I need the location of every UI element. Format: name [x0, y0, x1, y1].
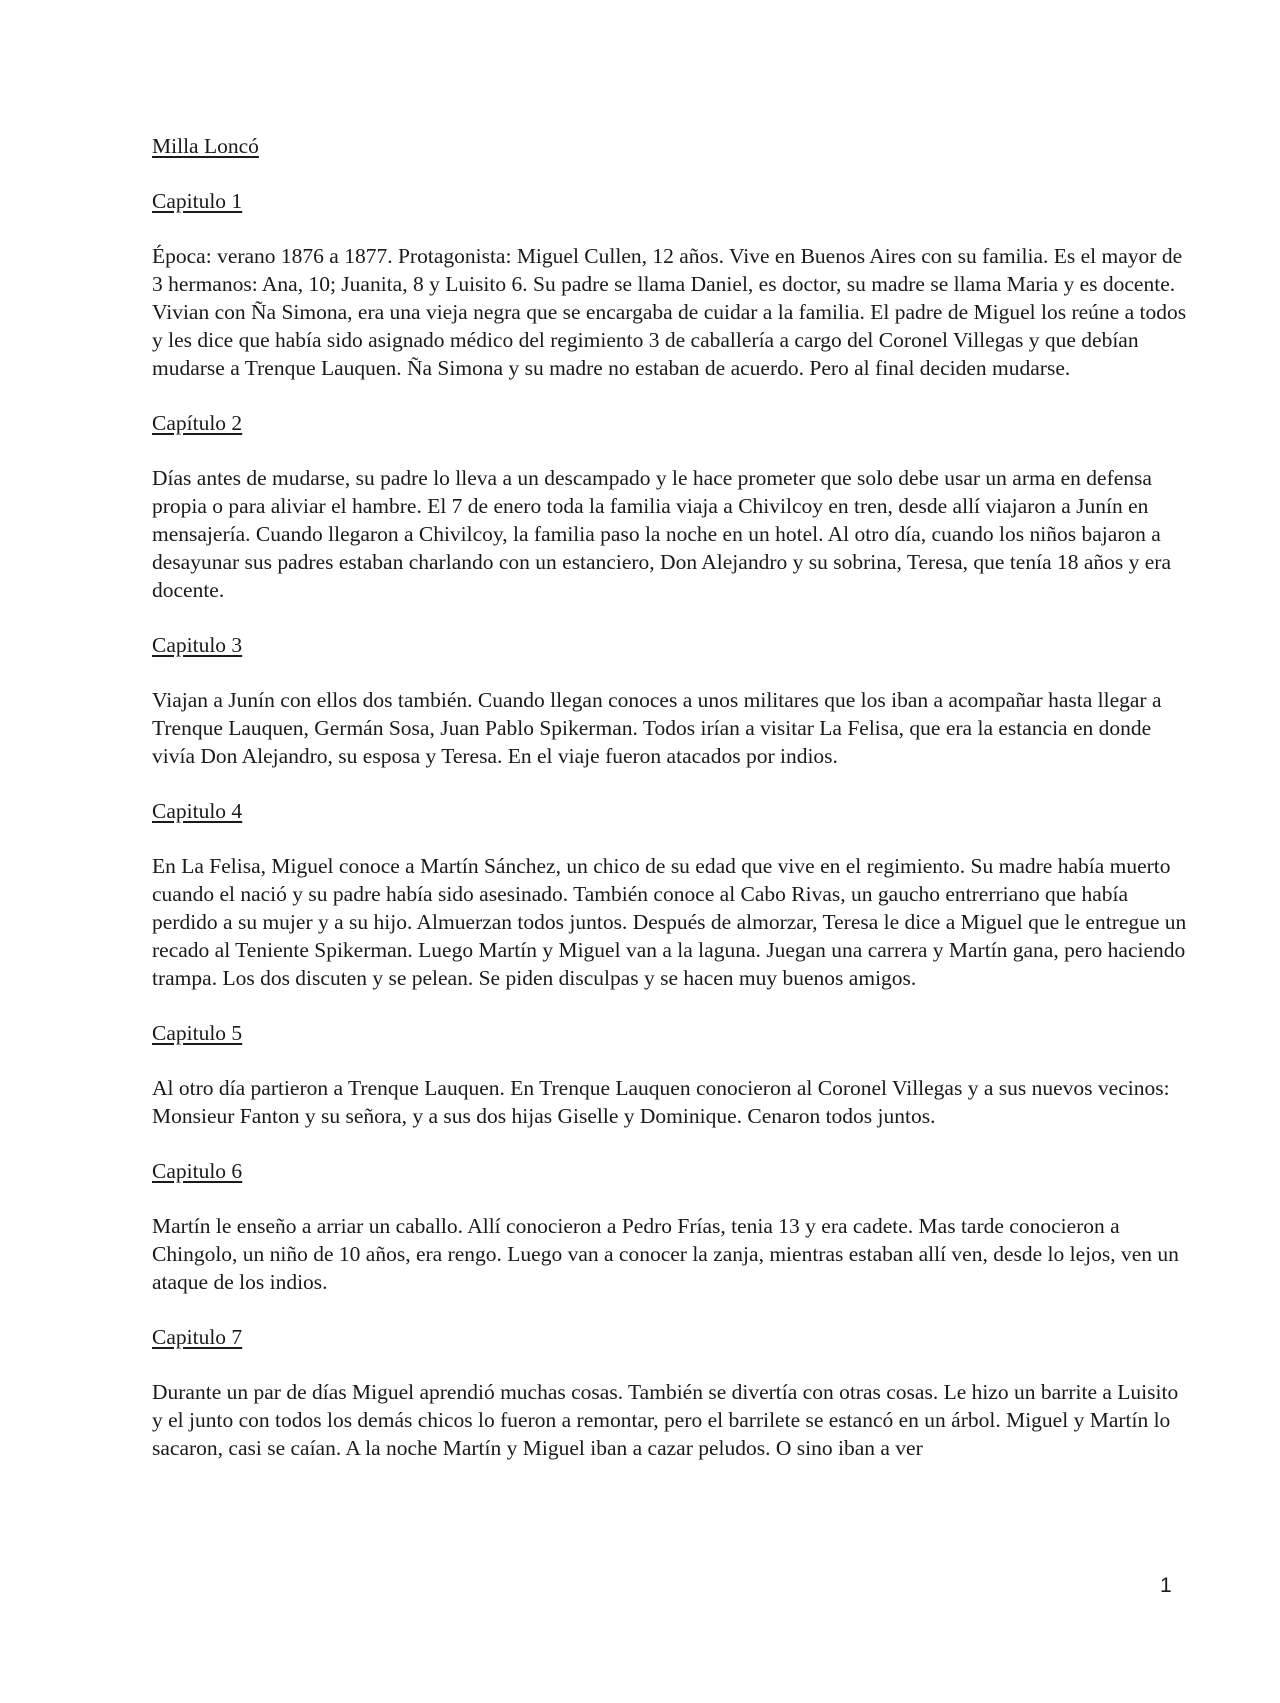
document-page [152, 132, 1192, 1489]
chapter-section [152, 1323, 1192, 1462]
chapter-section [152, 409, 1192, 604]
chapter-paragraph: En La Felisa, Miguel conoce a Martín Sánchez, un chico de su edad que vive en el regimiento. Su madre había muerto cuando el nació y su padre había sido asesinado. También conoce al Cabo Rivas, un gaucho entrerriano que había perdido a su mujer y a su hijo. Almuerzan todos juntos. Después de almorzar, Teresa le dice a Miguel que le entregue un recado al Teniente Spikerman. Luego Martín y Miguel van a la laguna. Juegan una carrera y Martín gana, pero haciendo trampa. Los dos discuten y se pelean. Se piden disculpas y se hacen muy buenos amigos. [152, 854, 1187, 990]
chapter-section [152, 1019, 1192, 1130]
chapter-heading: Capitulo 7 [152, 1325, 243, 1349]
chapter-paragraph: Época: verano 1876 a 1877. Protagonista: Miguel Cullen, 12 años. Vive en Buenos Aires con su familia. Es el mayor de 3 hermanos: Ana, 10; Juanita, 8 y Luisito 6. Su padre se llama Daniel, es doctor, su madre se llama Maria y es docente. Vivian con Ña Simona, era una vieja negra que se encargaba de cuidar a la familia. El padre de Miguel los reúne a todos y les dice que había sido asignado médico del regimiento 3 de caballería a cargo del Coronel Villegas y que debían mudarse a Trenque Lauquen. Ña Simona y su madre no estaban de acuerdo. Pero al final deciden mudarse. [152, 244, 1187, 380]
chapter-section [152, 187, 1192, 382]
page-number: 1 [1160, 1574, 1172, 1597]
chapter-section [152, 631, 1192, 770]
chapter-section [152, 797, 1192, 992]
chapter-paragraph: Días antes de mudarse, su padre lo lleva a un descampado y le hace prometer que solo debe usar un arma en defensa propia o para aliviar el hambre. El 7 de enero toda la familia viaja a Chivilcoy en tren, desde allí viajaron a Junín en mensajería. Cuando llegaron a Chivilcoy, la familia paso la noche en un hotel. Al otro día, cuando los niños bajaron a desayunar sus padres estaban charlando con un estanciero, Don Alejandro y su sobrina, Teresa, que tenía 18 años y era docente. [152, 466, 1172, 602]
chapter-paragraph: Martín le enseño a arriar un caballo. Allí conocieron a Pedro Frías, tenia 13 y era cadete. Mas tarde conocieron a Chingolo, un niño de 10 años, era rengo. Luego van a conocer la zanja, mientras estaban allí ven, desde lo lejos, ven un ataque de los indios. [152, 1214, 1179, 1294]
chapter-heading: Capítulo 2 [152, 411, 243, 435]
chapter-heading: Capitulo 1 [152, 189, 243, 213]
document-title: Milla Loncó [152, 134, 259, 158]
chapter-paragraph: Durante un par de días Miguel aprendió muchas cosas. También se divertía con otras cosas. Le hizo un barrite a Luisito y el junto con todos los demás chicos lo fueron a remontar, pero el barrilete se estancó en un árbol. Miguel y Martín lo sacaron, casi se caían. A la noche Martín y Miguel iban a cazar peludos. O sino iban a ver [152, 1380, 1179, 1460]
chapter-paragraph: Viajan a Junín con ellos dos también. Cuando llegan conoces a unos militares que los iban a acompañar hasta llegar a Trenque Lauquen, Germán Sosa, Juan Pablo Spikerman. Todos irían a visitar La Felisa, que era la estancia en donde vivía Don Alejandro, su esposa y Teresa. En el viaje fueron atacados por indios. [152, 688, 1162, 768]
chapter-heading: Capitulo 5 [152, 1021, 243, 1045]
chapter-heading: Capitulo 6 [152, 1159, 243, 1183]
chapter-section [152, 1157, 1192, 1296]
chapter-heading: Capitulo 3 [152, 633, 243, 657]
chapter-heading: Capitulo 4 [152, 799, 243, 823]
chapter-paragraph: Al otro día partieron a Trenque Lauquen. En Trenque Lauquen conocieron al Coronel Villegas y a sus nuevos vecinos: Monsieur Fanton y su señora, y a sus dos hijas Giselle y Dominique. Cenaron todos juntos. [152, 1076, 1170, 1128]
